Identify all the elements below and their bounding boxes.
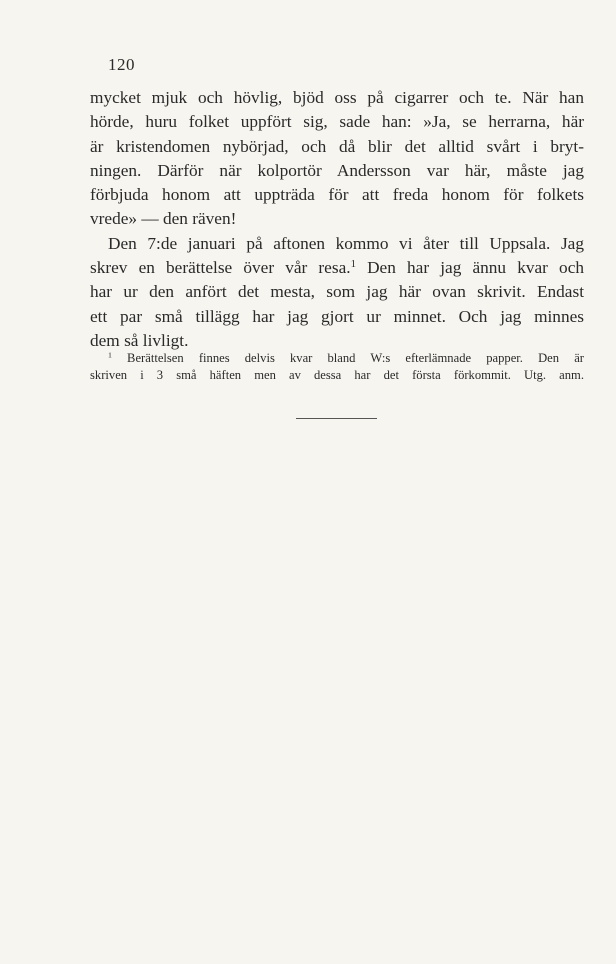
footnote-line [90,350,584,367]
text-line: är kristendomen nybörjad, och då blir det alltid svårt i bryt- [90,136,584,156]
section-divider [296,418,377,419]
page-number: 120 [108,55,135,74]
text-line: dem så livligt. [90,330,189,350]
footnote-marker: 1 [108,350,112,360]
text-line: Den 7:de januari på aftonen kommo vi åter till Uppsala. Jag [108,233,584,253]
text-line: vrede» — den räven! [90,209,237,229]
footnote-text: Berättelsen finnes delvis kvar bland W:s efterlämnade papper. Den är [111,351,584,365]
text-line: ningen. Därför när kolportör Andersson var här, måste jag [90,160,584,180]
text-line: förbjuda honom att uppträda för att freda honom för folkets [90,185,584,205]
text-line: ett par små tillägg har jag gjort ur minnet. Och jag minnes [90,306,584,326]
footnote-reference: 1 [350,258,356,271]
footnote [90,350,584,384]
text-segment: Den har jag ännu kvar och [355,258,585,278]
text-line [90,256,584,280]
paragraph-2 [90,232,584,353]
text-segment: skrev en berättelse över vår resa. [90,258,351,278]
text-line: mycket mjuk och hövlig, bjöd oss på cigarrer och te. När han [90,88,584,107]
body-text [90,86,584,353]
text-line: hörde, huru folket uppfört sig, sade han: »Ja, se herrarna, här [90,112,584,132]
paragraph-1 [90,86,584,232]
footnote-line: skriven i 3 små häften men av dessa har det första förkommit. Utg. anm. [90,368,584,382]
text-line: har ur den anfört det mesta, som jag här ovan skrivit. Endast [90,282,584,302]
